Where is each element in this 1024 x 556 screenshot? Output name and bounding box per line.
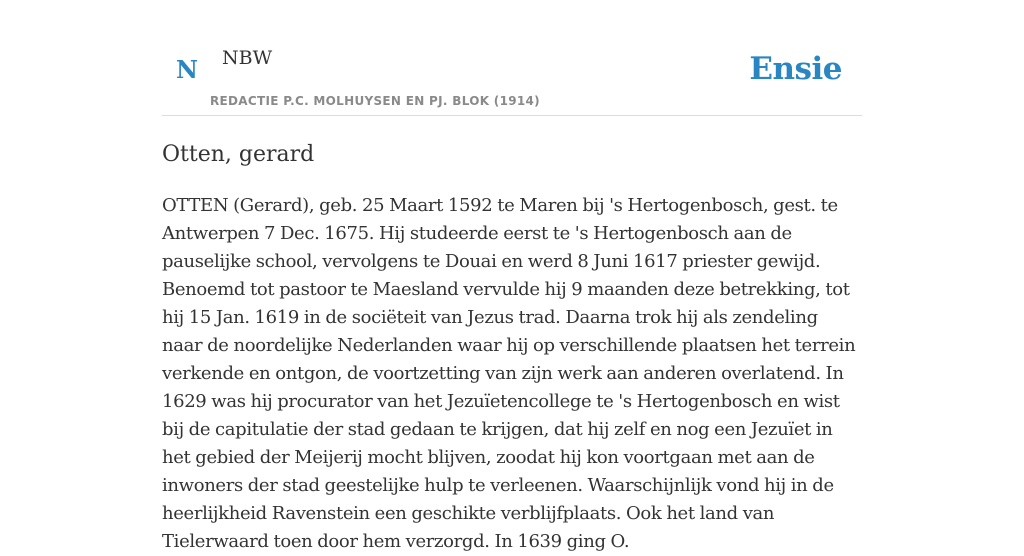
source-name[interactable]: NBW xyxy=(222,47,273,69)
article-body: OTTEN (Gerard), geb. 25 Maart 1592 te Maren bij 's Hertogenbosch, gest. te Antwerpen 7 Dec. 1675. Hij studeerde eerst te 's Hertogenbosch aan de pauselijke school, vervolgens te Douai en werd 8 Juni 1617 priester gewijd. Benoemd tot pastoor te Maesland vervulde hij 9 maanden deze betrekking, tot hij 15 Jan. 1619 in de sociëteit van Jezus trad. Daarna trok hij als zendeling naar de noordelijke Nederlanden waar hij op verschillende plaatsen het terrein verkende en ontgon, de voortzetting van zijn werk aan anderen overlatend. In 1629 was hij procurator van het Jezuïetencollege te 's Hertogenbosch en wist bij de capitulatie der stad gedaan te krijgen, dat hij zelf en nog een Jezuïet in het gebied der Meijerij mocht blijven, zoodat hij kon voortgaan met aan de inwoners der stad geestelijke hulp te verleenen. Waarschijnlijk vond hij in de heerlijkheid Ravenstein een geschikte verblijfplaats. Ook het land van Tielerwaard toen door hem verzorgd. In 1639 ging O. xyxy=(162,195,856,552)
brand-logo[interactable]: Ensie xyxy=(749,51,842,87)
source-subtitle: REDACTIE P.C. MOLHUYSEN EN PJ. BLOK (1914) xyxy=(210,94,540,108)
article-title: Otten, gerard xyxy=(162,142,315,167)
source-logo[interactable]: N xyxy=(176,55,198,84)
header xyxy=(162,0,862,116)
